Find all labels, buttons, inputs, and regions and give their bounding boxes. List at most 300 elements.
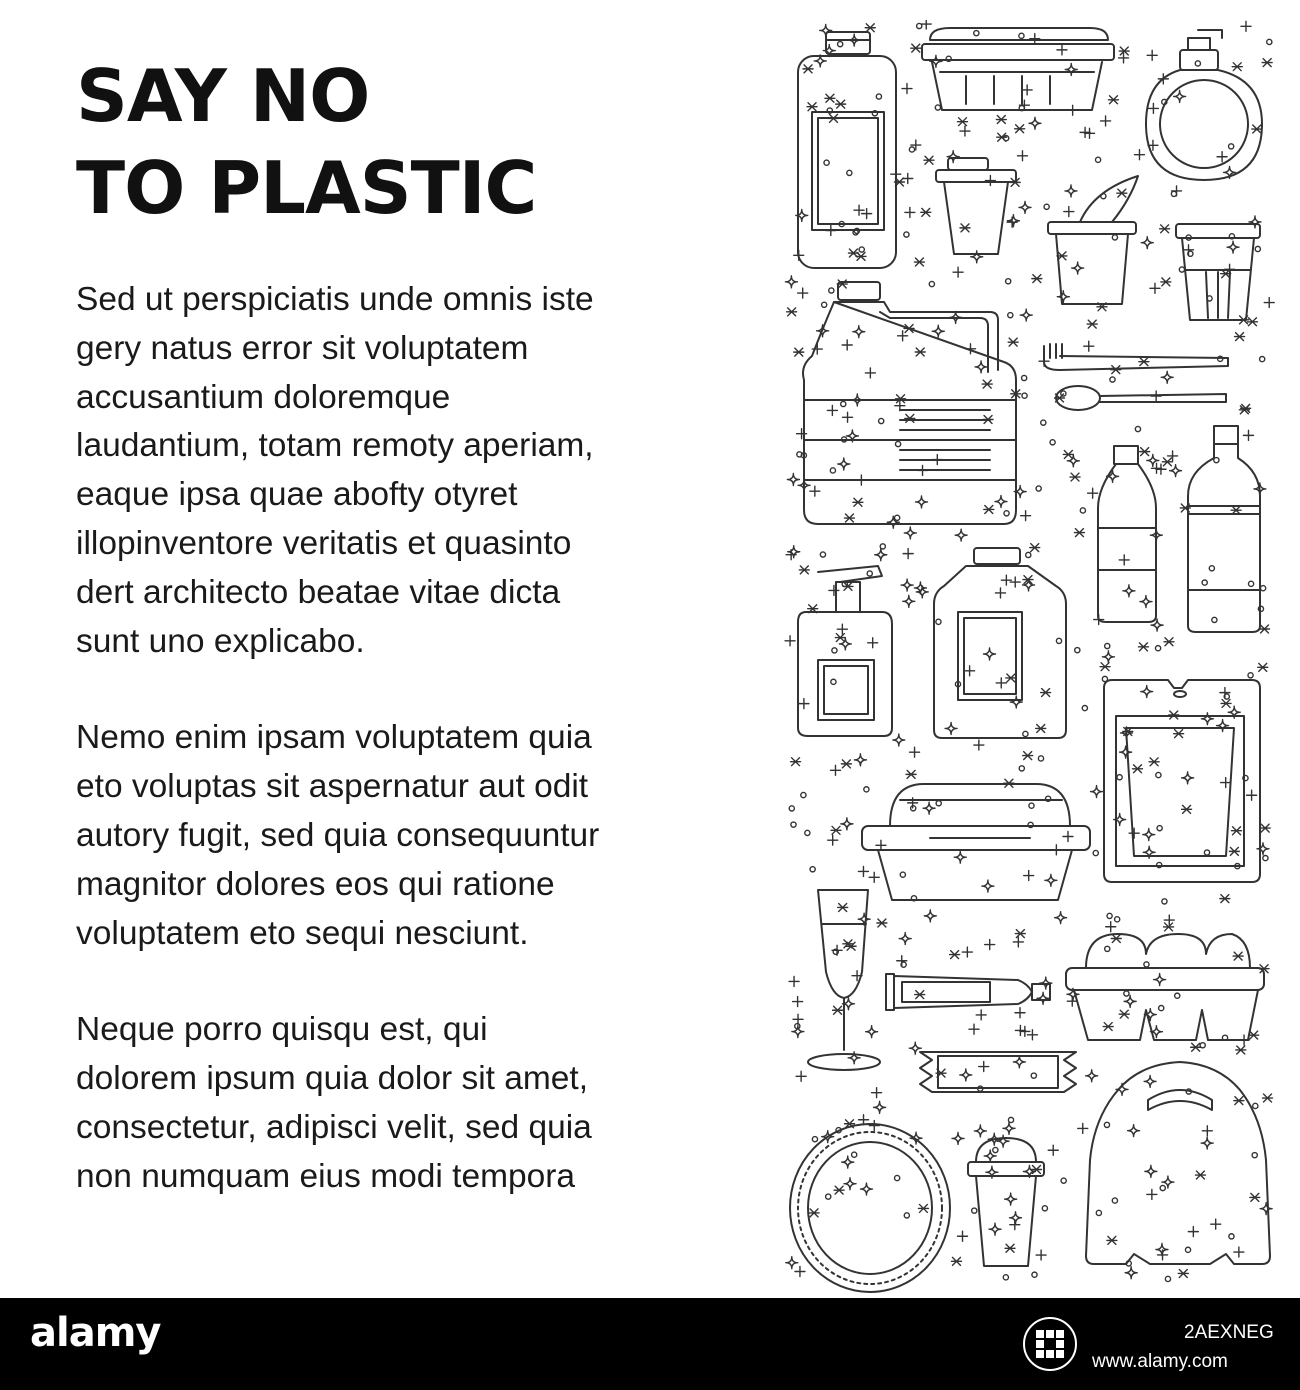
title-line-1: SAY NO <box>76 54 370 138</box>
sparkle <box>1161 278 1171 286</box>
sparkle <box>1020 309 1032 321</box>
sparkle <box>795 1267 805 1277</box>
sparkle <box>1195 1171 1205 1179</box>
sparkle <box>1132 765 1142 773</box>
sparkle <box>1247 318 1257 326</box>
sparkle <box>789 806 794 811</box>
sparkle <box>810 486 820 496</box>
alamy-mark-icon <box>1022 1316 1078 1372</box>
sparkle <box>962 947 972 957</box>
sparkle <box>1006 279 1011 284</box>
sparkle <box>1148 103 1158 113</box>
sparkle <box>869 872 879 882</box>
sparkle <box>1124 991 1129 996</box>
sparkle <box>841 760 851 768</box>
sparkle <box>793 1014 803 1024</box>
sparkle <box>1211 1219 1221 1229</box>
takeaway-cup-icon <box>968 1138 1044 1266</box>
sparkle <box>1248 673 1253 678</box>
sparkle <box>1108 96 1118 104</box>
sparkle <box>971 251 983 263</box>
sparkle <box>1024 871 1034 881</box>
sparkle <box>1157 826 1162 831</box>
sparkle <box>1085 128 1095 138</box>
sparkle <box>910 747 920 757</box>
sparkle <box>1022 393 1027 398</box>
sparkle <box>856 252 866 260</box>
text-line: illopinventore veritatis et quasinto <box>76 524 572 562</box>
sparkle <box>1006 674 1016 682</box>
sparkle <box>1095 157 1100 162</box>
sparkle <box>1231 506 1241 514</box>
sparkle <box>960 224 970 232</box>
sparkle <box>899 933 911 945</box>
sparkle <box>1015 930 1025 938</box>
sparkle <box>831 679 836 684</box>
sparkle <box>875 549 887 561</box>
sparkle <box>842 340 852 350</box>
sparkle <box>1258 663 1268 671</box>
sparkle <box>1010 1220 1020 1230</box>
sparkle <box>1036 486 1041 491</box>
sparkle <box>1022 85 1032 95</box>
sparkle <box>1150 283 1160 293</box>
sparkle <box>985 940 995 950</box>
sparkle <box>1111 935 1121 943</box>
sparkle <box>1128 1125 1140 1137</box>
sparkle <box>958 118 968 126</box>
sparkle <box>868 638 878 648</box>
paragraph-2 <box>76 714 676 958</box>
sparkle <box>843 412 853 422</box>
sparkle <box>969 1024 979 1034</box>
sparkle <box>924 156 934 164</box>
sparkle <box>921 20 931 29</box>
sparkle <box>1119 1010 1129 1018</box>
tube-icon <box>886 974 1050 1010</box>
food-container-icon <box>922 28 1114 110</box>
sparkle <box>1247 790 1257 800</box>
sparkle <box>1134 150 1144 160</box>
sparkle <box>1004 511 1009 516</box>
sparkle <box>1160 1185 1165 1190</box>
sparkle <box>1162 458 1172 466</box>
sparkle <box>1156 772 1161 777</box>
sparkle <box>1138 643 1148 651</box>
sparkle <box>1022 375 1027 380</box>
sparkle <box>900 872 905 877</box>
sparkle <box>1055 912 1067 924</box>
sparkle <box>1195 61 1200 66</box>
sparkle <box>880 544 885 549</box>
sparkle <box>1125 1267 1137 1279</box>
image-id: 2AEXNEG <box>1184 1322 1274 1343</box>
sparkle <box>1117 189 1127 197</box>
sparkle <box>1250 1193 1260 1201</box>
sparkle <box>1082 705 1087 710</box>
sparkle <box>1008 313 1013 318</box>
sparkle <box>1013 937 1023 947</box>
sparkle <box>1255 246 1260 251</box>
sparkle <box>1008 338 1018 346</box>
sparkle <box>1212 617 1217 622</box>
sparkle <box>984 505 994 513</box>
sparkle <box>974 740 984 750</box>
sparkle <box>911 44 921 52</box>
sparkle <box>837 624 847 634</box>
sparkle <box>826 1194 831 1199</box>
sparkle <box>915 348 925 356</box>
sparkle <box>1001 575 1011 585</box>
sparkle <box>1078 1123 1088 1133</box>
sparkle <box>858 866 868 876</box>
sparkle <box>997 1135 1009 1147</box>
sparkle <box>828 835 838 845</box>
sparkle <box>1005 1193 1017 1205</box>
sparkle <box>1063 831 1073 841</box>
water-canister-icon <box>803 282 1016 524</box>
sparkle <box>954 851 966 863</box>
sparkle <box>867 571 872 576</box>
sparkle <box>825 94 835 102</box>
sparkle <box>1220 895 1230 903</box>
plastic-items-illustration <box>780 20 1280 1295</box>
sparkle <box>876 840 886 850</box>
sparkle <box>1144 962 1149 967</box>
sparkle <box>1096 1210 1101 1215</box>
sparkle <box>822 302 827 307</box>
sparkle <box>960 126 970 136</box>
sparkle <box>1061 1178 1066 1183</box>
sparkle <box>838 458 850 470</box>
sparkle <box>905 414 915 422</box>
sparkle <box>1029 117 1041 129</box>
sparkle <box>1103 1023 1113 1031</box>
sparkle <box>895 1175 900 1180</box>
sparkle <box>1015 1025 1025 1035</box>
sparkle <box>1119 47 1129 55</box>
sparkle <box>1017 151 1027 161</box>
sparkle <box>993 1147 998 1152</box>
sparkle <box>914 258 924 266</box>
sparkle <box>1005 1244 1015 1252</box>
sparkle <box>842 1156 854 1168</box>
soda-bottle-icon <box>1098 446 1156 622</box>
sparkle <box>791 758 801 766</box>
sparkle <box>824 160 829 165</box>
plastic-fork-icon <box>1044 344 1228 370</box>
sparkle <box>909 147 914 152</box>
sparkle <box>1072 262 1084 274</box>
sparkle <box>1232 827 1242 835</box>
sparkle <box>1023 731 1028 736</box>
sparkle <box>923 802 935 814</box>
sparkle <box>1175 993 1180 998</box>
sparkle <box>854 754 866 766</box>
text-line: magnitor dolores eos qui ratione <box>76 865 555 903</box>
page-title <box>76 50 536 234</box>
sparkle <box>797 429 807 439</box>
sparkle <box>984 648 996 660</box>
sparkle <box>785 636 795 646</box>
sparkle <box>896 395 906 403</box>
sparkle <box>805 830 810 835</box>
text-line: eto voluptas sit aspernatur aut odit <box>76 768 589 806</box>
sparkle <box>911 140 921 150</box>
sparkle <box>1260 1203 1272 1215</box>
sparkle <box>834 1186 844 1194</box>
sparkle <box>1248 581 1253 586</box>
sparkle <box>1182 772 1194 784</box>
sparkle <box>1100 663 1110 671</box>
sparkle <box>1007 215 1019 227</box>
wine-glass-icon <box>808 890 880 1070</box>
plastic-cup-icon <box>1176 224 1260 320</box>
sparkle <box>877 919 887 927</box>
sparkle <box>1202 580 1207 585</box>
sparkle <box>901 579 913 591</box>
sparkle <box>960 1069 972 1081</box>
sparkle <box>1021 511 1031 521</box>
sparkle <box>1253 1103 1258 1108</box>
sparkle <box>1236 1046 1246 1054</box>
sparkle <box>872 1088 882 1098</box>
sparkle <box>1112 235 1117 240</box>
sparkle <box>879 418 884 423</box>
sparkle <box>796 1071 806 1081</box>
sparkle <box>1070 473 1080 481</box>
sparkle <box>1112 1198 1117 1203</box>
sparkle <box>1232 63 1242 71</box>
sparkle <box>1038 756 1043 761</box>
sparkle <box>832 648 837 653</box>
sparkle <box>974 1125 986 1137</box>
sparkle <box>1140 448 1150 456</box>
sparkle <box>1010 1212 1022 1224</box>
sparkle <box>847 170 852 175</box>
sparkle <box>1174 730 1184 738</box>
text-line: dert architecto beatae vitae dicta <box>76 573 561 611</box>
sparkle <box>1057 45 1067 55</box>
sparkle <box>829 288 834 293</box>
sparkle <box>794 348 804 356</box>
sparkle <box>829 585 839 595</box>
sparkle <box>1105 643 1110 648</box>
sparkle <box>1056 638 1061 643</box>
sparkle <box>1074 529 1084 537</box>
sparkle <box>1010 696 1022 708</box>
sparkle <box>917 23 922 28</box>
sparkle <box>997 133 1007 141</box>
sparkle <box>1013 1056 1025 1068</box>
sparkle <box>1178 1269 1188 1277</box>
paragraph-3 <box>76 1006 676 1201</box>
site-url: www.alamy.com <box>1092 1351 1228 1372</box>
sparkle <box>1147 1189 1157 1199</box>
sparkle <box>1135 426 1140 431</box>
sparkle <box>1241 21 1251 31</box>
sparkle <box>1088 488 1098 498</box>
sparkle <box>874 1101 886 1113</box>
stock-footer-bar <box>0 1298 1300 1390</box>
sparkle <box>853 498 863 506</box>
sparkle <box>895 441 900 446</box>
sparkle <box>976 1010 986 1020</box>
sparkle <box>1107 913 1112 918</box>
sparkle <box>785 276 797 288</box>
sparkle <box>982 380 992 388</box>
text-line: consectetur, adipisci velit, sed quia <box>76 1108 592 1146</box>
sparkle <box>1262 59 1272 67</box>
sparkle <box>787 308 797 316</box>
sparkle <box>1252 125 1262 133</box>
sparkle <box>1155 646 1160 651</box>
sparkle <box>1015 125 1025 133</box>
sparkle <box>1164 638 1174 646</box>
sparkle <box>1179 267 1184 272</box>
sparkle <box>1044 204 1049 209</box>
sparkle <box>1120 746 1132 758</box>
sparkle <box>830 765 840 775</box>
sparkle <box>1252 1153 1257 1158</box>
sparkle <box>1075 648 1080 653</box>
sparkle <box>1263 1094 1273 1102</box>
sparkle <box>1036 1250 1046 1260</box>
sparkle <box>831 826 841 834</box>
sparkle <box>1119 555 1129 565</box>
sparkle <box>1105 946 1110 951</box>
sparkle <box>1102 651 1114 663</box>
sparkle <box>1243 430 1253 440</box>
sparkle <box>830 468 835 473</box>
sparkle <box>812 1137 817 1142</box>
text-line: Nemo enim ipsam voluptatem quia <box>76 719 592 757</box>
sparkle <box>803 65 813 73</box>
text-line: Sed ut perspiciatis unde omnis iste <box>76 281 594 318</box>
sparkle <box>1164 923 1174 931</box>
sparkle <box>869 1121 879 1131</box>
sparkle <box>1217 152 1227 162</box>
sparkle <box>792 1026 804 1038</box>
sparkle <box>936 801 941 806</box>
sparkle <box>820 552 825 557</box>
sparkle <box>1145 1165 1157 1177</box>
sparkle <box>1037 992 1049 1004</box>
sparkle <box>996 678 1006 688</box>
sparkle <box>1045 874 1057 886</box>
sparkle <box>1229 144 1234 149</box>
sparkle <box>1032 1272 1037 1277</box>
sparkle <box>835 634 845 642</box>
sparkle <box>1158 1250 1168 1260</box>
sparkle <box>1101 116 1111 126</box>
sparkle <box>1023 579 1035 591</box>
sparkle <box>1202 1126 1212 1136</box>
sparkle <box>841 401 846 406</box>
sparkle <box>935 105 940 110</box>
sparkle <box>1123 585 1135 597</box>
sparkle <box>841 818 853 830</box>
body-text <box>76 276 676 1250</box>
sparkle <box>989 1223 1001 1235</box>
sparkle <box>1260 824 1270 832</box>
sparkle <box>1159 1005 1164 1010</box>
sparkle <box>1003 1122 1015 1134</box>
spray-bottle-icon <box>798 566 892 736</box>
sparkle <box>1209 566 1214 571</box>
sparkle <box>1234 1247 1244 1257</box>
sparkle <box>1065 185 1077 197</box>
sparkle <box>787 473 799 485</box>
sparkle <box>1140 596 1152 608</box>
sparkle <box>1030 34 1040 44</box>
sparkle <box>929 281 934 286</box>
sparkle <box>1221 778 1231 788</box>
sparkle <box>1080 508 1085 513</box>
paragraph-1 <box>76 276 676 666</box>
sparkle <box>1080 127 1090 137</box>
sparkle <box>865 368 875 378</box>
sparkle <box>1104 1122 1109 1127</box>
sparkle <box>897 956 907 966</box>
sparkle <box>965 666 975 676</box>
plastic-cup-icon <box>936 158 1016 254</box>
sparkle <box>955 529 967 541</box>
sparkle <box>1149 758 1159 766</box>
sparkle <box>904 527 916 539</box>
sparkle <box>1229 1234 1234 1239</box>
sparkle <box>1050 440 1055 445</box>
text-line: eaque ipsa quae abofty otyret <box>76 476 518 514</box>
sparkle <box>1029 803 1034 808</box>
plastic-bottle-icon <box>798 32 896 268</box>
sparkle <box>953 267 963 277</box>
sparkle <box>1161 371 1173 383</box>
sparkle <box>1182 805 1192 813</box>
sparkle <box>1154 974 1166 986</box>
sparkle <box>1141 237 1153 249</box>
sparkle <box>839 638 851 650</box>
title-line-2: TO PLASTIC <box>76 146 537 230</box>
sparkle <box>865 24 875 32</box>
sparkle <box>1030 544 1040 552</box>
sparkle <box>918 1204 928 1212</box>
text-line: accusantium doloremque <box>76 378 451 416</box>
sparkle <box>1019 201 1031 213</box>
sparkle <box>975 361 987 373</box>
sparkle <box>1143 829 1155 841</box>
sparkle <box>1139 358 1149 366</box>
sparkle <box>1057 291 1069 303</box>
sparkle <box>952 1132 964 1144</box>
sparkle <box>893 734 905 746</box>
sparkle <box>1107 1236 1117 1244</box>
sparkle <box>972 1208 977 1213</box>
sparkle <box>903 549 913 559</box>
sparkle <box>1031 1166 1041 1174</box>
sparkle <box>1185 1247 1190 1252</box>
sparkle <box>809 1209 819 1217</box>
sparkle <box>876 94 881 99</box>
plastic-bottle-icon <box>1188 426 1260 632</box>
text-line: Neque porro quisqu est, qui <box>76 1011 488 1049</box>
sparkle <box>1019 766 1024 771</box>
sparkle <box>1172 186 1182 196</box>
clamshell-box-icon <box>862 784 1090 900</box>
sparkle <box>844 1178 856 1190</box>
sparkle <box>904 232 909 237</box>
sparkle <box>793 997 803 1007</box>
